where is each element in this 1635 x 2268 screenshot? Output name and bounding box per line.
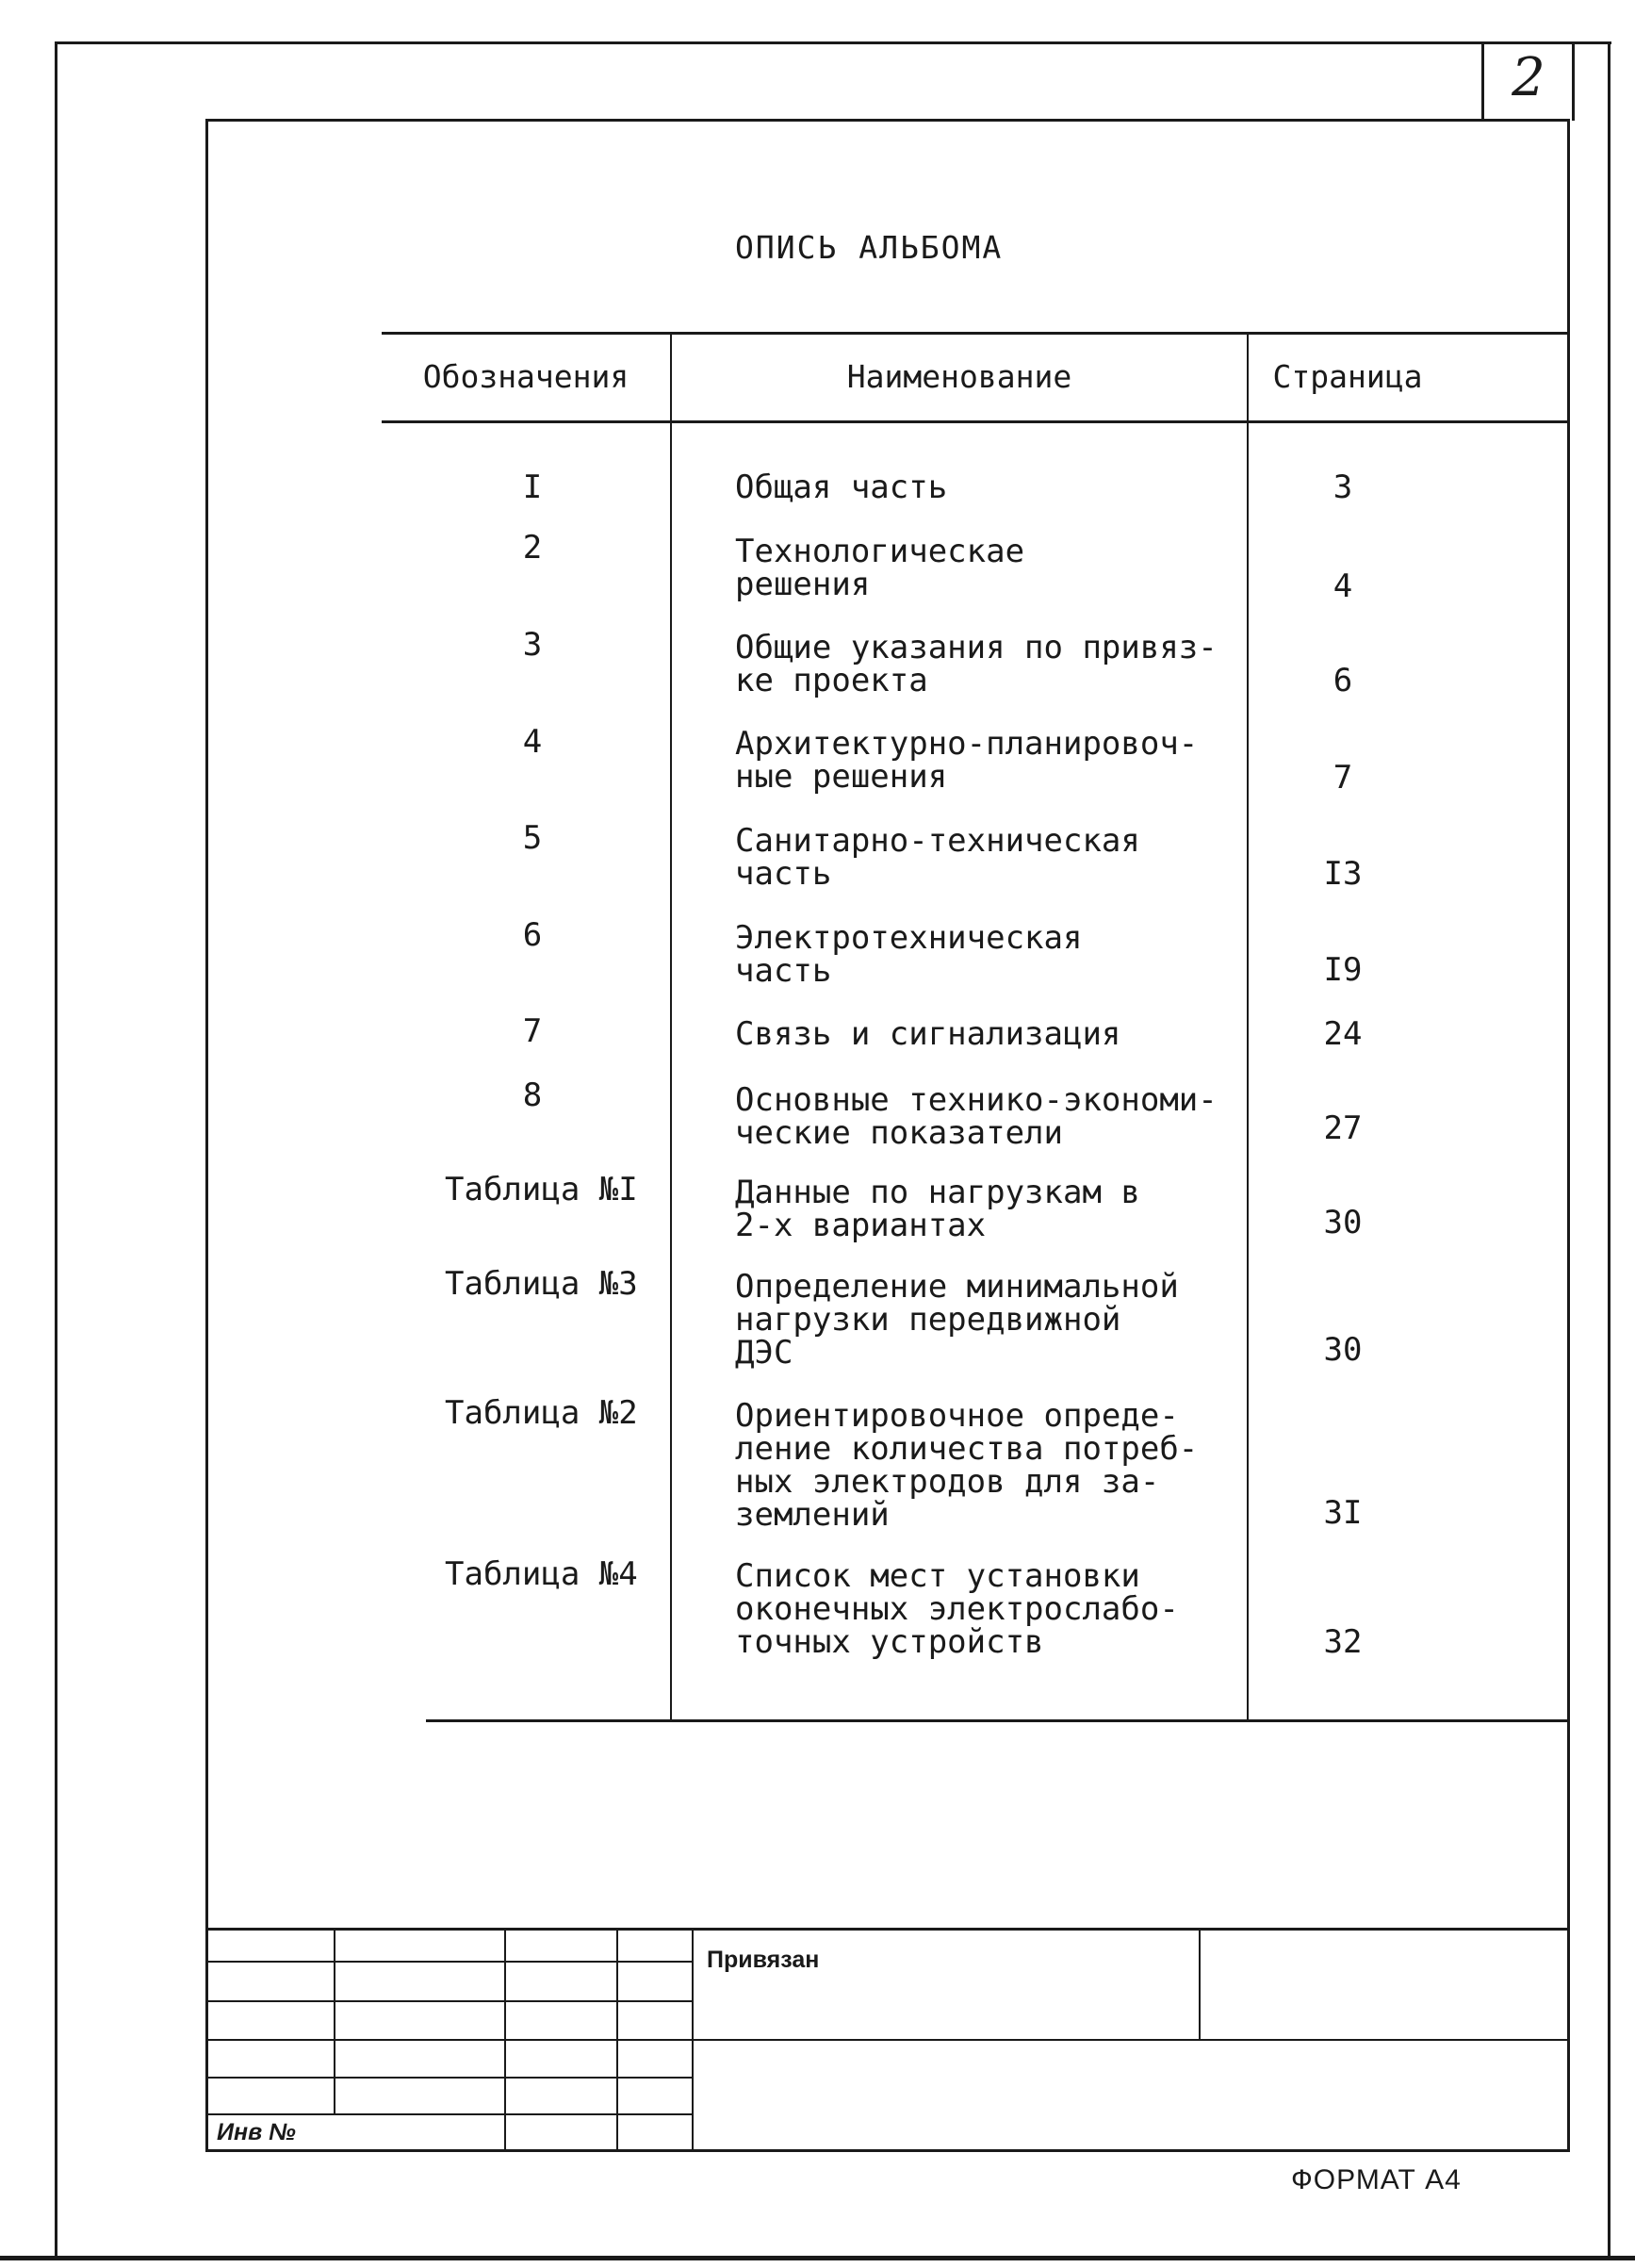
format-label: ФОРМАТ А4 [1291, 2164, 1462, 2195]
stamp-grid-h3 [205, 2039, 693, 2041]
row-name: Список мест установки оконечных электрослабо- точных устройств [735, 1557, 1179, 1661]
row-name: Общие указания по привяз- ке проекта [735, 629, 1218, 699]
row-name: Общая часть [735, 468, 948, 506]
row-name: Технологическае решения [735, 533, 1025, 603]
stamp-inv-label: Инв № [217, 2119, 296, 2145]
row-name: Определение минимальной нагрузки передвижной ДЭС [735, 1268, 1179, 1372]
stamp-right-split-line [692, 2039, 1570, 2041]
row-name: Электротехническая часть [735, 919, 1083, 990]
table-bottom-line [426, 1719, 1567, 1722]
table-divider-1 [670, 332, 672, 1721]
inner-frame-left [205, 119, 208, 2151]
row-page: 32 [1323, 1623, 1363, 1661]
row-page: 7 [1333, 759, 1353, 797]
row-name: Ориентировочное опреде- ление количества потреб- ных электродов для за- землений [735, 1397, 1199, 1534]
row-page: I9 [1323, 951, 1363, 989]
row-name: Основные технико-экономи- ческие показатели [735, 1081, 1218, 1152]
outer-frame-left [55, 41, 57, 2259]
inner-frame-top [205, 119, 1570, 122]
row-page: 6 [1333, 662, 1353, 699]
row-designation: Таблица №2 [445, 1394, 638, 1432]
stamp-grid-h4 [205, 2077, 693, 2079]
row-designation: 7 [522, 1012, 543, 1050]
row-designation: Таблица №I [445, 1171, 638, 1208]
row-page: 3 [1333, 468, 1353, 506]
row-page: I3 [1323, 855, 1363, 893]
stamp-divider-small [1199, 1928, 1201, 2041]
row-designation: 4 [522, 723, 543, 761]
row-page: 27 [1323, 1109, 1363, 1147]
row-page: 30 [1323, 1204, 1363, 1241]
outer-frame-bottom [0, 2256, 1635, 2260]
page-box-left [1481, 41, 1484, 121]
header-designation: Обозначения [422, 358, 629, 395]
row-name: Данные по нагрузкам в 2-х вариантах [735, 1174, 1140, 1244]
stamp-grid-h1 [205, 1961, 693, 1963]
outer-frame-top [55, 41, 1611, 44]
row-page: 3I [1323, 1494, 1363, 1532]
table-divider-2 [1247, 332, 1249, 1721]
document-title: ОПИСЬ АЛЬБОМА [735, 229, 1004, 266]
stamp-grid-h2 [205, 2000, 693, 2002]
row-designation: 5 [522, 819, 543, 857]
stamp-grid-h5 [205, 2113, 693, 2115]
row-name: Санитарно-техническая часть [735, 822, 1140, 893]
stamp-bound-label: Привязан [707, 1947, 820, 1973]
row-designation: Таблица №4 [445, 1555, 638, 1593]
stamp-top-line [205, 1928, 1570, 1931]
stamp-grid-v1 [334, 1928, 335, 2113]
row-designation: 6 [522, 916, 543, 954]
row-designation: 8 [522, 1076, 543, 1114]
row-page: 24 [1323, 1015, 1363, 1053]
row-page: 4 [1333, 567, 1353, 605]
table-top-line [382, 332, 1567, 335]
stamp-bottom-line [205, 2149, 1570, 2152]
row-designation: 3 [522, 626, 543, 664]
header-name: Наименование [846, 358, 1072, 395]
row-designation: 2 [522, 529, 543, 567]
table-header-bottom-line [382, 420, 1567, 423]
row-page: 30 [1323, 1331, 1363, 1369]
header-page: Страница [1272, 358, 1423, 395]
outer-frame-right [1608, 41, 1610, 2259]
row-designation: I [522, 468, 543, 506]
page-box-right [1572, 41, 1575, 121]
inner-frame-right [1567, 119, 1570, 2151]
page-number: 2 [1512, 47, 1545, 108]
row-designation: Таблица №3 [445, 1265, 638, 1303]
row-name: Архитектурно-планировоч- ные решения [735, 725, 1199, 796]
row-name: Связь и сигнализация [735, 1015, 1121, 1053]
